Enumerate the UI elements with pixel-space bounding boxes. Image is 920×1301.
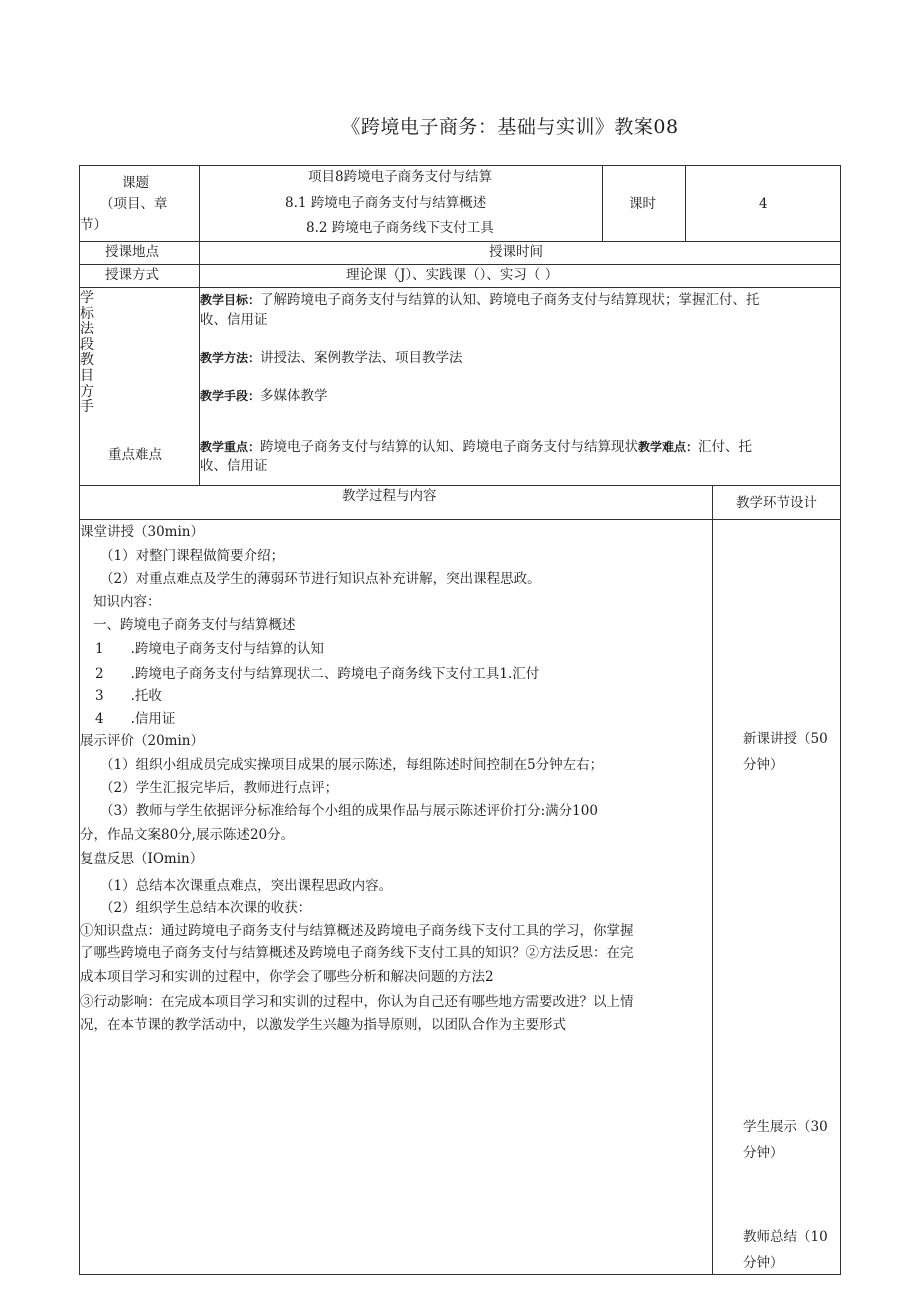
goal-text: 了解跨境电子商务支付与结算的认知、跨境电子商务支付与结算现状；掌握汇付、托 (260, 292, 760, 308)
design-header: 教学环节设计 (736, 495, 817, 511)
column-divider (685, 166, 686, 241)
lesson-plan-table (79, 165, 841, 1275)
teaching-means (200, 385, 328, 407)
teaching-goal (200, 289, 760, 311)
process-line: （2）对重点难点及学生的薄弱环节进行知识点补充讲解，突出课程思政。 (100, 571, 541, 587)
topic-line: 8.1 跨境电子商务支付与结算概述 (285, 195, 487, 211)
column-divider (602, 166, 603, 241)
side-char: 目 (80, 367, 94, 384)
side-char: 教 (80, 352, 94, 369)
process-line: （1）对整门课程做简要介绍； (100, 548, 285, 564)
topic-label-line: 课题 (122, 175, 149, 191)
process-line: ③行动影响：在完成本项目学习和实训的过程中，你认为自己还有哪些地方需要改进？以上情 (80, 994, 634, 1010)
goal-text-cont: 收、信用证 (200, 312, 268, 328)
row-divider (80, 241, 840, 242)
topic-label-line: （项目、章 (100, 196, 168, 212)
teaching-key-points (200, 436, 752, 458)
goal-label: 教学目标： (200, 293, 261, 307)
teaching-method (200, 347, 463, 369)
side-char: 段 (80, 336, 94, 353)
row-divider (80, 485, 840, 486)
process-line: 一、跨境电子商务支付与结算概述 (93, 617, 296, 633)
side-char: 手 (80, 399, 94, 416)
process-line: 3 .托收 (95, 688, 162, 704)
mode-value: 理论课（J）、实践课（）、实习（ ） (346, 267, 559, 283)
key-text: 跨境电子商务支付与结算的认知、跨境电子商务支付与结算现状 (260, 439, 639, 455)
design-item (743, 1224, 828, 1276)
process-line: （2）学生汇报完毕后，教师进行点评； (100, 780, 339, 796)
row-divider (80, 519, 840, 520)
design-item-line: 分钟） (743, 1145, 784, 1161)
side-char: 学 (80, 290, 94, 306)
design-item (743, 726, 828, 778)
process-line: 了哪些跨境电子商务支付与结算概述及跨境电子商务线下支付工具的知识？②方法反思：在完 (80, 945, 634, 961)
design-item-line: 分钟） (743, 1255, 784, 1271)
document-title: 《跨境电子商务：基础与实训》教案08 (341, 116, 679, 138)
location-label: 授课地点 (105, 244, 159, 260)
topic-line: 8.2 跨境电子商务线下支付工具 (306, 220, 494, 236)
objectives-side-label (80, 291, 94, 416)
side-char: 法 (80, 321, 94, 338)
row-divider (80, 287, 840, 288)
column-divider (712, 485, 713, 1274)
process-line: 课堂讲授（30min） (80, 524, 204, 540)
process-line: 成本项目学习和实训的过程中，你学会了哪些分析和解决问题的方法2 (80, 969, 494, 985)
process-line: （1）组织小组成员完成实操项目成果的展示陈述，每组陈述时间控制在5分钟左右； (100, 757, 604, 773)
design-item-line: 教师总结（10 (743, 1229, 828, 1245)
process-line: 分，作品文案80分,展示陈述20分。 (80, 827, 295, 843)
key-difficult-label: 重点难点 (108, 447, 162, 463)
design-item-line: 学生展示（30 (743, 1119, 828, 1135)
process-line: 1 .跨境电子商务支付与结算的认知 (95, 641, 324, 657)
topic-label-line: 节） (80, 217, 107, 233)
diff-text: 汇付、托 (698, 439, 753, 455)
process-line: 况，在本节课的教学活动中，以激发学生兴趣为指导原则，以团队合作为主要形式 (80, 1017, 566, 1033)
side-char: 方 (80, 383, 94, 400)
process-line: 4 .信用证 (95, 711, 176, 727)
topic-line: 项目8跨境电子商务支付与结算 (308, 169, 493, 185)
process-line: 知识内容： (93, 594, 161, 610)
design-item-line: 新课讲授（50 (743, 731, 828, 747)
process-header: 教学过程与内容 (342, 488, 437, 504)
process-line: （3）教师与学生依据评分标准给每个小组的成果作品与展示陈述评价打分:满分100 (100, 803, 598, 819)
mode-label: 授课方式 (105, 267, 159, 283)
hours-value: 4 (759, 196, 768, 212)
method-label: 教学方法： (200, 351, 261, 365)
side-char: 标 (80, 305, 94, 322)
key-label: 教学重点： (200, 440, 261, 454)
process-line: （1）总结本次课重点难点，突出课程思政内容。 (100, 878, 393, 894)
means-label: 教学手段： (200, 389, 261, 403)
diff-label: 教学难点： (638, 440, 699, 454)
means-text: 多媒体教学 (260, 388, 328, 404)
process-line: （2）组织学生总结本次课的收获： (100, 900, 312, 916)
process-line: 2 .跨境电子商务支付与结算现状二、跨境电子商务线下支付工具1.汇付 (95, 666, 540, 682)
design-item-line: 分钟） (743, 757, 784, 773)
method-text: 讲授法、案例教学法、项目教学法 (260, 350, 463, 366)
hours-label: 课时 (629, 196, 656, 212)
diff-text-cont: 收、信用证 (200, 458, 268, 474)
process-line: ①知识盘点：通过跨境电子商务支付与结算概述及跨境电子商务线下支付工具的学习，你掌握 (80, 923, 634, 939)
time-label: 授课时间 (489, 244, 543, 260)
process-line: 展示评价（20min） (80, 733, 204, 749)
design-item (743, 1114, 828, 1166)
process-line: 复盘反思（IOmin） (80, 851, 204, 867)
